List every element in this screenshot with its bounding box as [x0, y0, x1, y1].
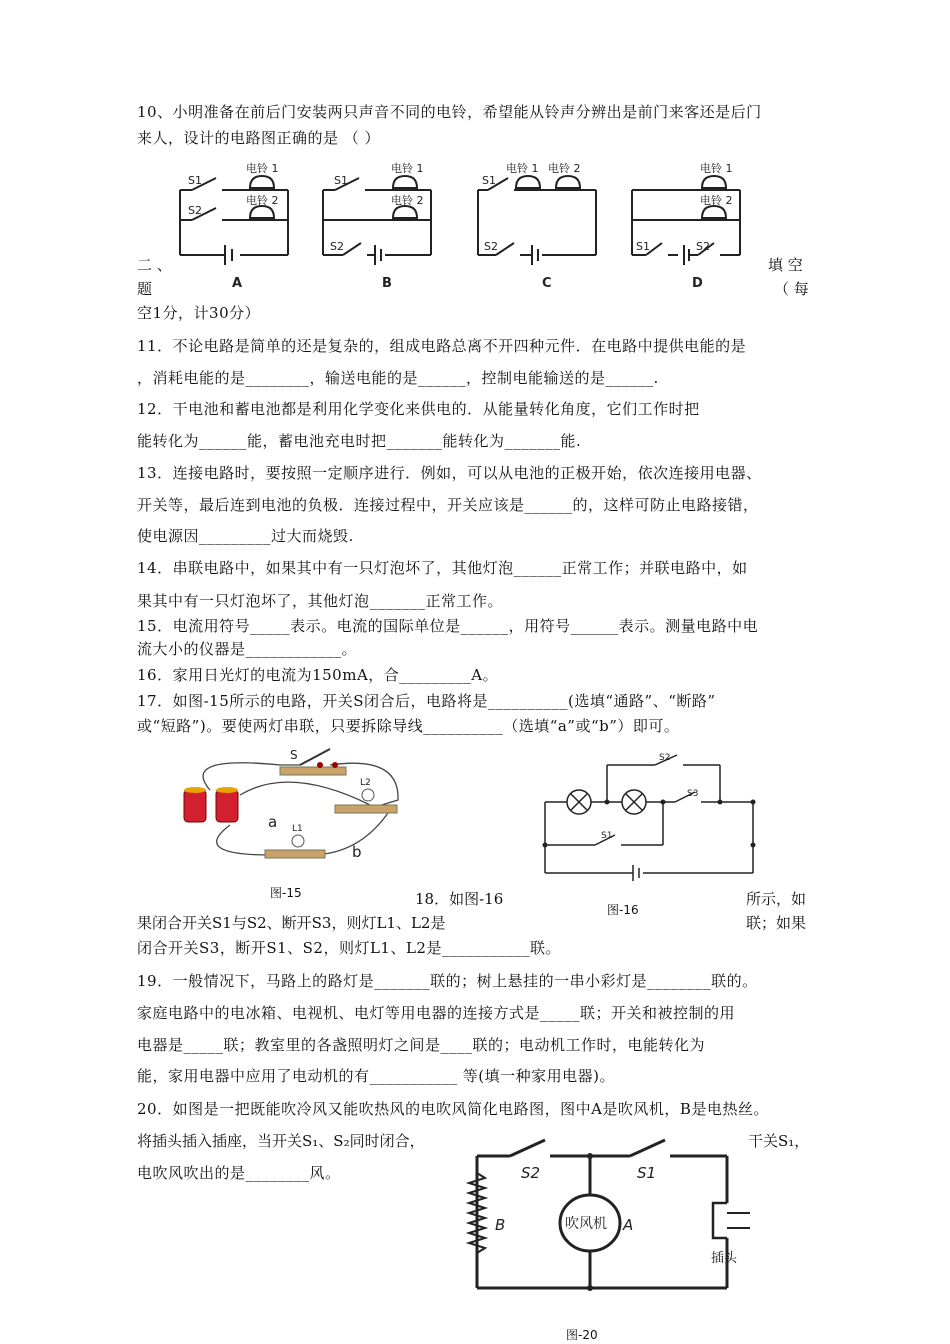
bulb-l1-base-icon [265, 850, 325, 858]
q20-line3: 电吹风吹出的是________风。 [137, 1164, 341, 1182]
q12-line2: 能转化为______能，蓄电池充电时把_______能转化为_______能. [137, 432, 582, 450]
label-d-bell2: 电铃 2 [700, 194, 733, 207]
label-b-s1: S1 [334, 174, 348, 187]
q13-line2: 开关等，最后连到电池的负极．连接过程中，开关应该是______的，这样可防止电路接错， [137, 496, 759, 514]
option-b-label: B [382, 276, 392, 291]
figure-16 [535, 750, 760, 885]
bulb-l2-icon [362, 789, 374, 801]
label-c-bell1: 电铃 1 [506, 162, 539, 175]
q19-line4: 能，家用电器中应用了电动机的有___________ 等(填一种家用电器)。 [137, 1067, 615, 1085]
section-title-left: 二 、 [137, 256, 172, 274]
q13-line1: 13．连接电路时，要按照一定顺序进行．例如，可以从电池的正极开始，依次连接用电器、 [137, 464, 762, 482]
label-c-s1: S1 [482, 174, 496, 187]
section-title-left2: 题 [137, 280, 153, 298]
label-a-bell2: 电铃 2 [246, 194, 279, 207]
q18-line1b: 所示，如 [746, 890, 807, 908]
q15-line1: 15．电流用符号_____表示。电流的国际单位是______，用符号______表示。测量电路中电 [137, 617, 759, 635]
fig16-caption: 图-16 [607, 903, 639, 917]
fig15-label-b: b [352, 843, 362, 861]
label-d-s2: S2 [696, 240, 710, 253]
q18-line3: 闭合开关S3，断开S1、S2，则灯L1、L2是___________联。 [137, 939, 561, 957]
fig20-label-a: A [623, 1216, 634, 1234]
q20-line2b: 干关S₁， [748, 1132, 810, 1150]
switch-base-icon [280, 767, 346, 775]
battery-1-icon [184, 790, 206, 822]
section-title-line3: 空1分，计30分） [137, 304, 261, 322]
q18-line2a: 果闭合开关S1与S2、断开S3，则灯L1、L2是 [137, 914, 446, 932]
q18-line1a: 18．如图-16 [415, 890, 504, 908]
section-title-right: 填 空 [768, 256, 803, 274]
q11-line1: 11．不论电路是简单的还是复杂的，组成电路总离不开四种元件．在电路中提供电能的是 [137, 337, 747, 355]
option-c-label: C [542, 276, 552, 291]
q19-line2: 家庭电路中的电冰箱、电视机、电灯等用电器的连接方式是_____联；开关和被控制的用 [137, 1004, 736, 1022]
q12-line1: 12．干电池和蓄电池都是利用化学变化来供电的．从能量转化角度，它们工作时把 [137, 400, 700, 418]
fig16-label-s2: S2 [659, 753, 671, 763]
switch-lever-icon [300, 749, 330, 765]
plug-icon [713, 1203, 727, 1238]
fig20-caption: 图-20 [566, 1328, 598, 1342]
label-d-s1: S1 [636, 240, 650, 253]
q16-line1: 16．家用日光灯的电流为150mA，合_________A。 [137, 666, 499, 684]
fig20-label-fan: 吹风机 [565, 1216, 607, 1232]
label-a-bell1: 电铃 1 [246, 162, 279, 175]
label-a-s1: S1 [188, 174, 202, 187]
label-b-bell2: 电铃 2 [391, 194, 424, 207]
label-a-s2: S2 [188, 204, 202, 217]
fig20-label-plug: 插头 [711, 1251, 738, 1266]
figure-20 [465, 1128, 765, 1308]
option-a-label: A [232, 276, 243, 291]
figure-15 [170, 745, 410, 875]
fig15-caption: 图-15 [270, 886, 302, 900]
label-c-s2: S2 [484, 240, 498, 253]
q10-circuit-diagrams [170, 160, 770, 295]
battery-2-icon [216, 790, 238, 822]
bulb-l2-base-icon [335, 805, 397, 813]
option-d-label: D [692, 276, 703, 291]
fig15-label-l2: L2 [360, 778, 371, 788]
q19-line3: 电器是_____联；教室里的各盏照明灯之间是____联的；电动机工作时，电能转化为 [137, 1036, 706, 1054]
circuit-a [180, 176, 288, 265]
fig20-label-b: B [495, 1216, 506, 1234]
fig15-label-s: S [290, 748, 298, 762]
q18-line2b: 联；如果 [746, 914, 807, 932]
fig20-label-s2: S2 [521, 1164, 541, 1182]
q19-line1: 19．一般情况下，马路上的路灯是_______联的；树上悬挂的一串小彩灯是________联的。 [137, 972, 758, 990]
q14-line1: 14．串联电路中，如果其中有一只灯泡坏了，其他灯泡______正常工作；并联电路中，如 [137, 559, 748, 577]
label-c-bell2: 电铃 2 [548, 162, 581, 175]
q20-line2a: 将插头插入插座，当开关S₁、S₂同时闭合， [137, 1132, 425, 1150]
q11-line2: ，消耗电能的是________，输送电能的是______，控制电能输送的是______. [137, 369, 659, 387]
q14-line2: 果其中有一只灯泡坏了，其他灯泡_______正常工作。 [137, 592, 504, 610]
q17-line2: 或“短路”)。要使两灯串联，只要拆除导线__________（选填“a”或“b”）即可。 [137, 717, 680, 735]
fig15-label-a: a [268, 813, 278, 831]
bulb-l1-icon [292, 835, 304, 847]
fig15-label-l1: L1 [292, 824, 303, 834]
q20-line1: 20．如图是一把既能吹冷风又能吹热风的电吹风简化电路图，图中A是吹风机，B是电热丝。 [137, 1100, 769, 1118]
label-b-bell1: 电铃 1 [391, 162, 424, 175]
label-b-s2: S2 [330, 240, 344, 253]
q15-line2: 流大小的仪器是____________。 [137, 640, 358, 658]
fig16-label-s1: S1 [601, 831, 613, 841]
fig20-label-s1: S1 [637, 1164, 657, 1182]
label-d-bell1: 电铃 1 [700, 162, 733, 175]
section-title-right2: （ 每 [774, 280, 809, 298]
q13-line3: 使电源因_________过大而烧毁. [137, 527, 354, 545]
fig16-label-s3: S3 [687, 789, 699, 799]
q17-line1: 17．如图-15所示的电路，开关S闭合后，电路将是__________(选填“通路”、“断路” [137, 692, 716, 710]
q10-line2: 来人，设计的电路图正确的是 （ ） [137, 129, 381, 147]
q10-line1: 10、小明准备在前后门安装两只声音不同的电铃，希望能从铃声分辨出是前门来客还是后门 [137, 103, 762, 121]
